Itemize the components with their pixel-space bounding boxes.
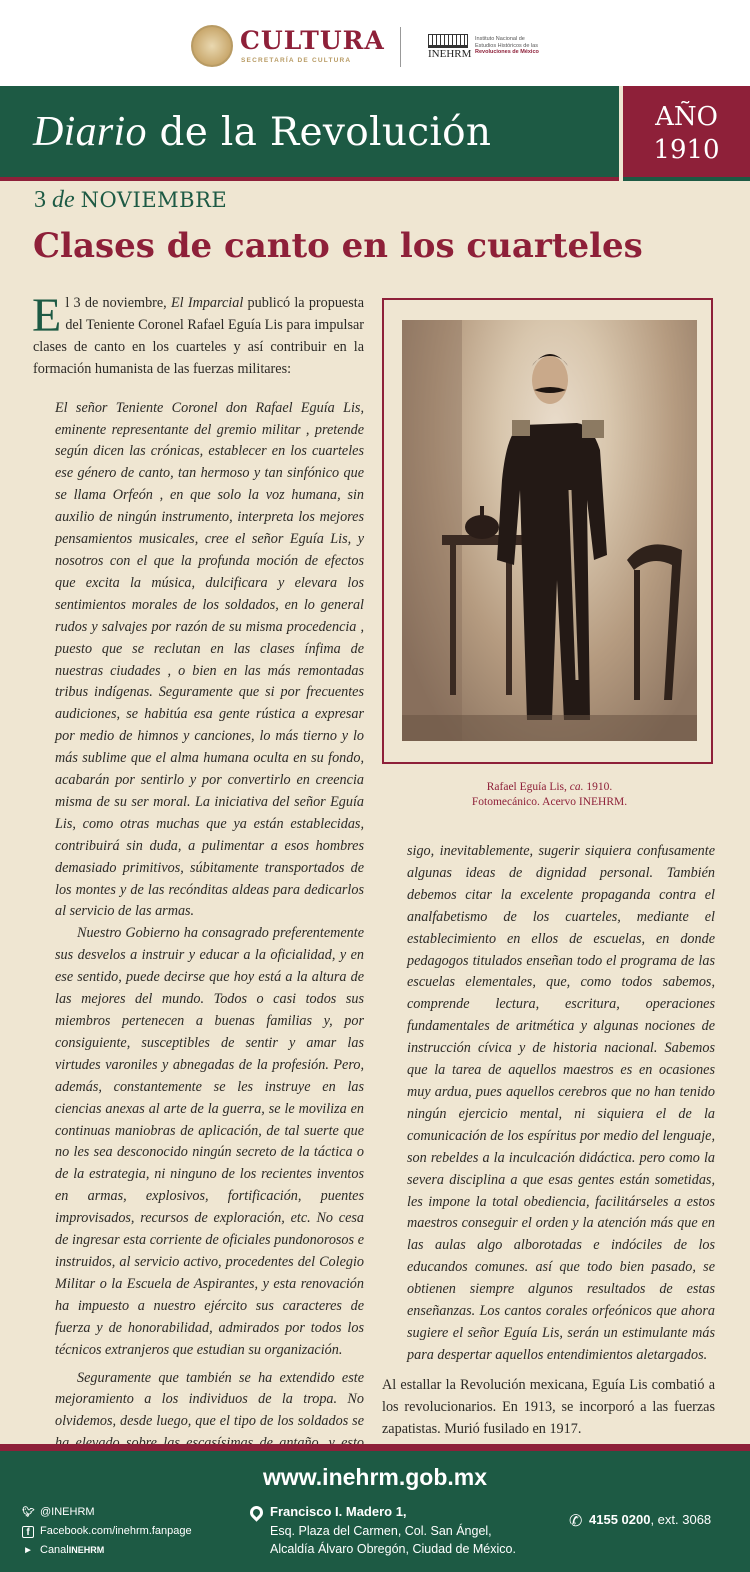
youtube-icon: ▶ [25,1546,31,1554]
secretaria-label: SECRETARÍA DE CULTURA [241,57,352,64]
photo-caption: Rafael Eguía Lis, ca. 1910. Fotomecánico. Acervo INEHRM. [471,781,628,808]
phone-number: 4155 0200, ext. 3068 [589,1512,712,1527]
divider [0,177,619,181]
quote-paragraph: El señor Teniente Coronel don Rafael Eguía Lis, eminente representante del gremio militar , pretende según dicen las crónicas, establecer en los cuarteles ese género de canto, tan hermoso y tan sinfónico que se llama Orfeón , en que solo la voz humana, sin auxilio de ningún instrumento, interpreta los mejores pensamientos musicales, cree el señor Eguía Lis, y nosotros con el que la profunda moción de efectos que excita la música, dulcificara y elevara los sentimientos morales de los soldados, en lo general rudos y salvajes por razón de su misma procedencia , puesto que se reclutan en las clases ínfima de nuestras ciudades , o bien en las más remontadas tribus indígenas. Seguramente que si por frecuentes audiciones, se habitúa esa gente rústica a expresar por medio de himnos y canciones, lo más tierno y lo más sublime que el alma humana oculta en su fondo, acabarán por sentirlo y por convertirlo en creencia misma de su ser moral. La iniciativa del señor Eguía Lis, como otras muchas que ya están establecidas, contribuirá sin duda, a pulimentar a esos hombres demasiado primitivos, súbitamente transportados de los montes y de las recónditas aldeas para dedicarlos al servicio de las armas. [55,399,364,920]
divider [623,177,750,181]
right-column [382,841,715,1440]
intro-paragraph: El 3 de noviembre, El Imparcial publicó la propuesta del Teniente Coronel Rafael Eguía Lis para impulsar clases de canto en los cuarteles y así contribuir en la formación humanista de las fuerzas militares: [32,289,364,377]
inehrm-fullname: Instituto Nacional de Estudios Históricos de las Revoluciones de México [475,36,539,55]
left-column [32,289,364,1477]
logo-bar [0,0,750,86]
quote-paragraph: sigo, inevitablemente, sugerir siquiera confusamente algunas ideas de dignidad personal. También debemos citar la excelente propaganda contra el analfabetismo de los cuarteles, mediante el establecimiento en ellos de escuelas, en donde pedagogos titulados enseñan todo el programa de las escuelas elementales, que, como todos sabemos, comprende lectura, escritura, operaciones fundamentales de aritmética y algunas nociones de instrucción cívica y de historia nacional. Sabemos que la tarea de aquellos maestros es en ocasiones muy ardua, pues aquellos cerebros que no han tenido ningún ejercicio mental, ni siquiera el de la comunicación de los espíritus por medio del lenguaje, son rebeldes a la inculcación didáctica. pero como la severa disciplina a que esas gentes están sometidas, les impone la total obediencia, facilitárseles a estos maestros conseguir el orden y la atención más que en las aulas algo alborotadas e indóciles de los educandos comunes. así que todo bien pasado, se obtienen siempre algunos resultados de estas enseñanzas. Los cantos corales orfeónicos que ahora sugiere el señor Eguía Lis, serán un estimulante más para despertar aquellos entendimientos aletargados. [407,843,715,1363]
youtube-link[interactable]: ▶ Canal INEHRM [22,1541,192,1560]
closing-paragraph: Al estallar la Revolución mexicana, Eguía Lis combatió a los revolucionarios. En 1913, se incorporó a las fuerzas zapatistas. Murió fusilado en 1917. [382,1376,715,1437]
year-label: AÑO 1910 [653,102,720,165]
facebook-link[interactable]: f Facebook.com/inehrm.fanpage [22,1522,192,1541]
divider [0,1444,750,1451]
location-pin-icon [247,1503,265,1521]
inehrm-logo: INEHRM [428,48,472,60]
twitter-icon: 🐦︎ [22,1506,35,1518]
page-title: Diario de la Revolución [33,109,492,155]
twitter-link[interactable]: 🐦︎ @INEHRM [22,1506,95,1518]
building-icon [428,34,468,48]
logo-divider [400,27,401,67]
phone-icon: ✆ [569,1513,583,1530]
drop-cap: E [32,289,62,342]
portrait-photo [402,320,697,741]
article-headline: Clases de canto en los cuarteles [33,226,643,266]
facebook-icon: f [22,1526,34,1538]
entry-date: 3 de NOVIEMBRE [34,187,228,213]
social-links [22,1503,192,1560]
quote-paragraph: Nuestro Gobierno ha consagrado preferentemente sus desvelos a instruir y educar a la oficialidad, y en ese sentido, puede decirse que hoy está a la altura de las mejores del mundo. Todos o casi todos sus miembros pertenecen a buenas familias y, por consiguiente, susceptibles de sentir y amar las virtudes varoniles y abnegadas de la profesión. Pero, además, constantemente se les instruye en las ciencias anexas al arte de la guerra, se le moviliza en continuas maniobras de aplicación, de tal suerte que no les sea desconocido ningún secreto de la táctica o de la estrategia, ni ninguno de los recientes inventos en armas, explosivos, fortificación, puentes improvisados, recursos de exploración, etc. No cesa de ingresar esta corriente de oficiales pundonorosos e instruidos, al servicio activo, procedentes del Colegio Militar o la Escuela de Aspirantes, y esta renovación ha impuesto a nuestro ejército sus caracteres de fuerza y de honorabilidad, admirados por todos los técnicos extranjeros que estudian su organización. [55,925,364,1358]
address: Francisco I. Madero 1, Esq. Plaza del Carmen, Col. San Ángel, Alcaldía Álvaro Obregón, Ciudad de México. [270,1504,516,1556]
website-link[interactable]: www.inehrm.gob.mx [262,1464,488,1490]
soldier-portrait-image [402,320,697,741]
cultura-logo: CULTURA [240,26,385,55]
mexico-seal-icon [191,25,233,67]
quote-paragraph: Seguramente que también se ha extendido este mejoramiento a los individuos de la tropa. No olvidemos, desde luego, que el tipo de los soldados se [55,1369,364,1430]
footer [0,1451,750,1572]
